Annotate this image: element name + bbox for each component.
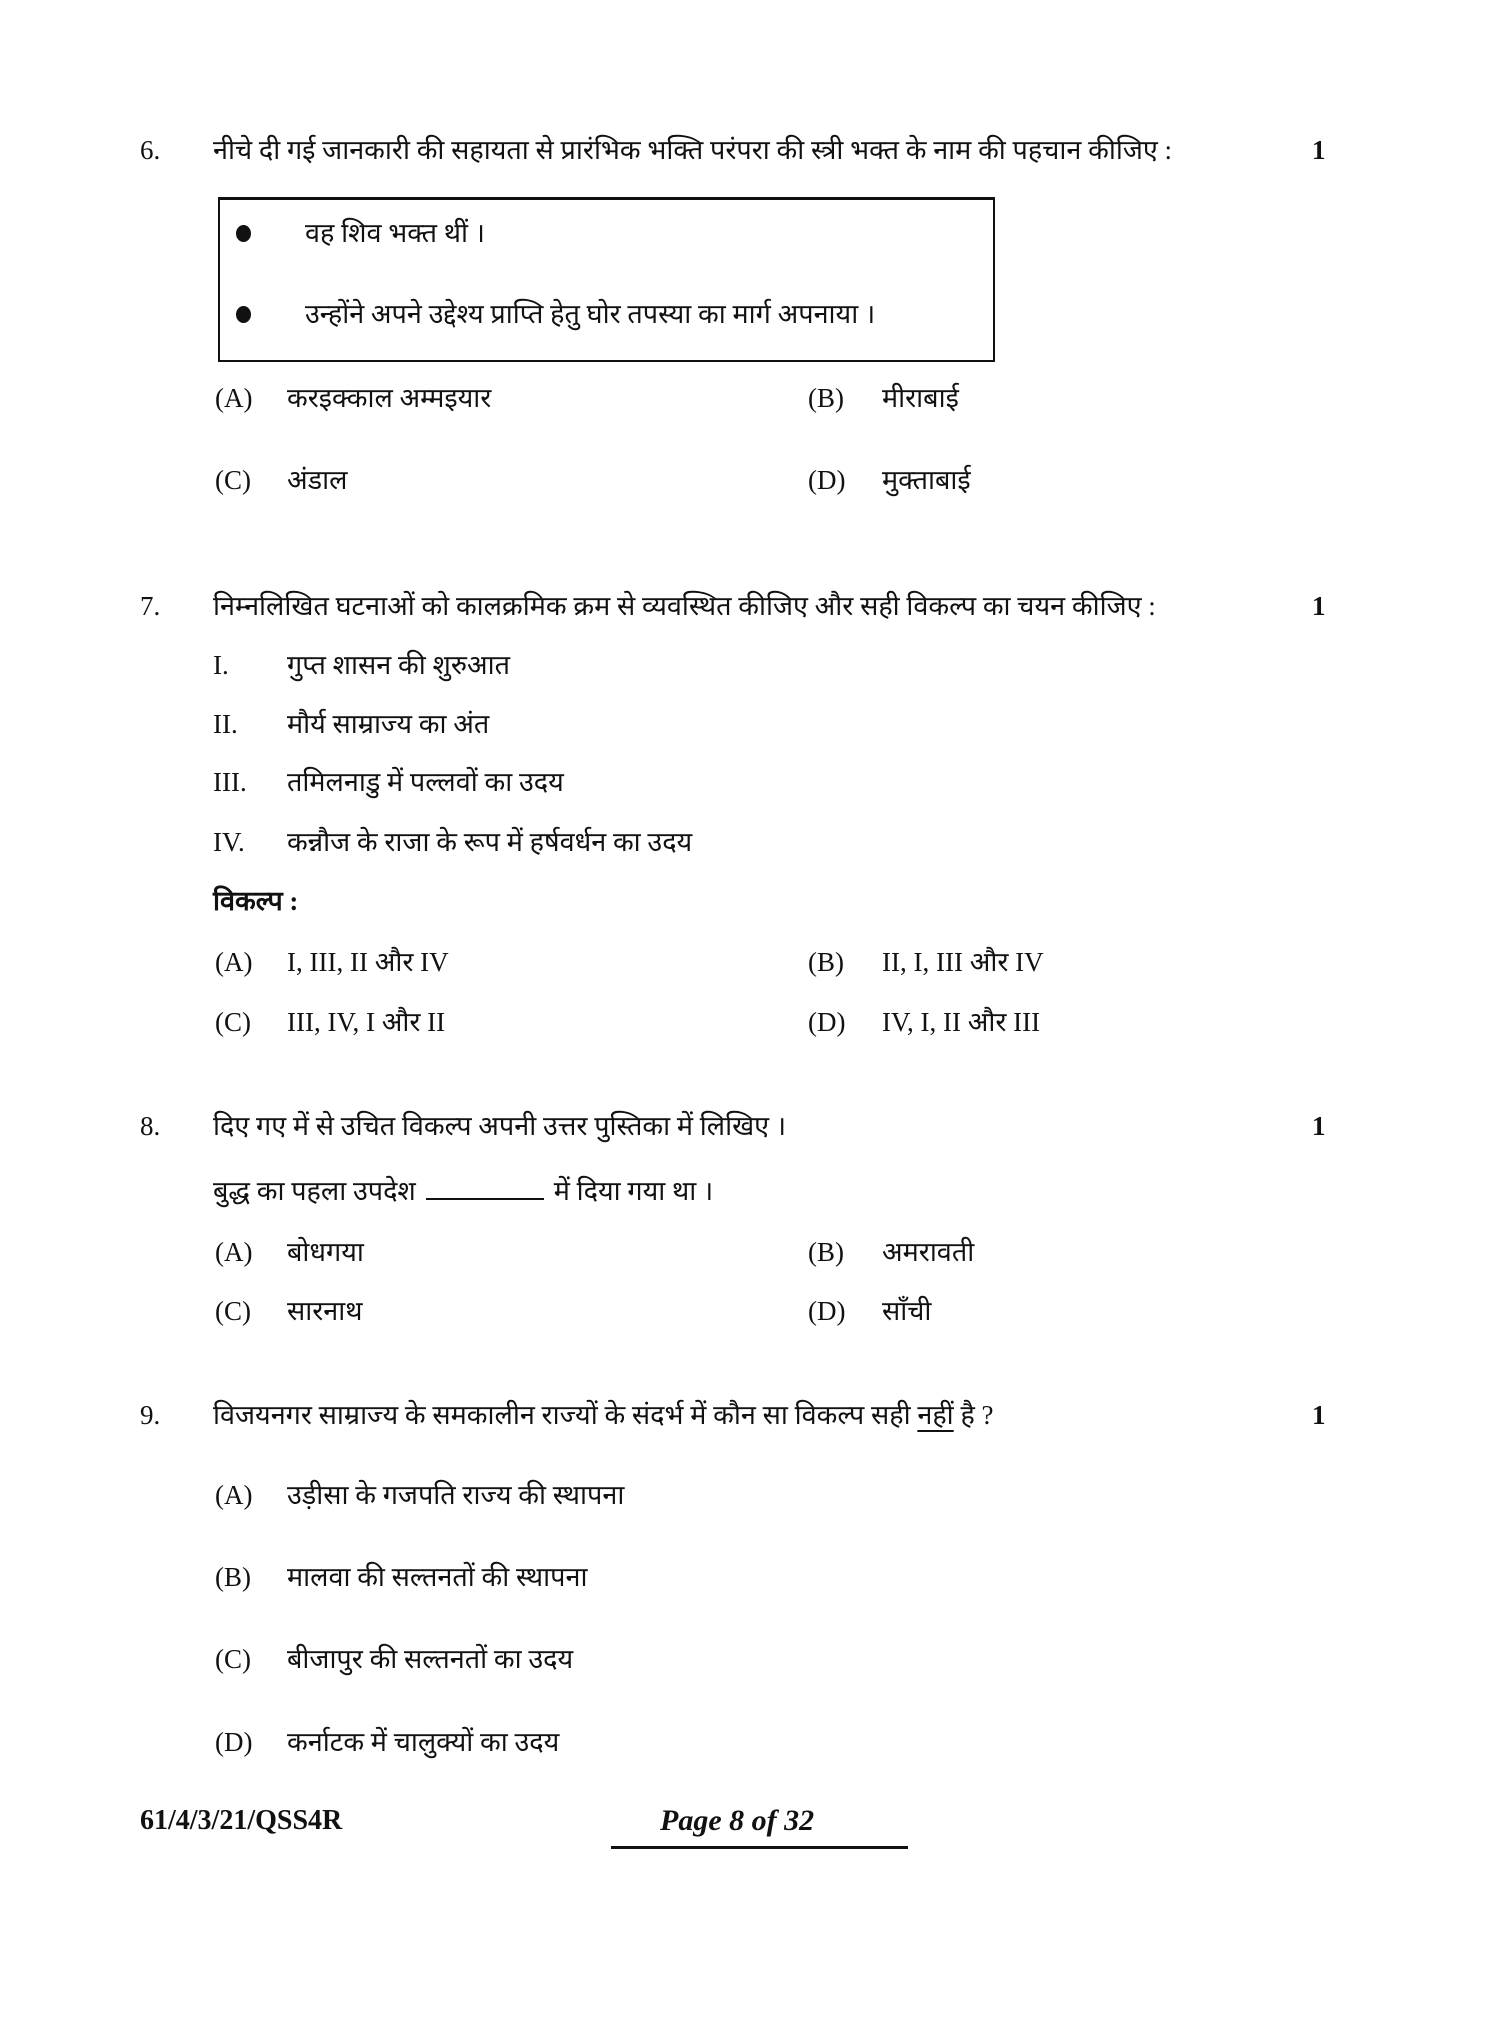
footer-underline: [611, 1846, 908, 1849]
option-text: बोधगया: [287, 1237, 364, 1267]
event-label: II.: [213, 709, 238, 739]
question-number: 8.: [140, 1111, 161, 1141]
option-label: (A): [215, 1480, 253, 1510]
option-text: करइक्काल अम्मइयार: [287, 383, 492, 413]
question-text: नीचे दी गई जानकारी की सहायता से प्रारंभिक भक्ति परंपरा की स्त्री भक्त के नाम की पहचान कीजिए :: [213, 135, 1173, 165]
clue-item: वह शिव भक्त थीं ।: [305, 218, 486, 248]
event-text: तमिलनाडु में पल्लवों का उदय: [287, 767, 564, 797]
question-text: निम्नलिखित घटनाओं को कालक्रमिक क्रम से व्यवस्थित कीजिए और सही विकल्प का चयन कीजिए :: [213, 591, 1156, 621]
option-label: (A): [215, 947, 253, 977]
question-number: 7.: [140, 591, 161, 621]
option-text: बीजापुर की सल्तनतों का उदय: [287, 1644, 574, 1674]
option-label: (B): [215, 1562, 251, 1592]
option-label: (B): [808, 1237, 844, 1267]
option-text: मालवा की सल्तनतों की स्थापना: [287, 1562, 588, 1592]
option-label: (D): [215, 1727, 253, 1757]
option-text: अंडाल: [287, 465, 348, 495]
question-text-start: विजयनगर साम्राज्य के समकालीन राज्यों के संदर्भ में कौन सा विकल्प सही: [213, 1400, 911, 1430]
option-text: कर्नाटक में चालुक्यों का उदय: [287, 1727, 560, 1757]
clue-item: उन्होंने अपने उद्देश्य प्राप्ति हेतु घोर तपस्या का मार्ग अपनाया ।: [305, 299, 876, 329]
question-marks: 1: [1312, 1111, 1326, 1141]
event-text: कन्नौज के राजा के रूप में हर्षवर्धन का उदय: [287, 827, 693, 857]
event-text: मौर्य साम्राज्य का अंत: [287, 709, 490, 739]
question-marks: 1: [1312, 135, 1326, 165]
option-text: III, IV, I और II: [287, 1007, 446, 1037]
option-text: साँची: [882, 1296, 932, 1326]
bullet-icon: [236, 225, 251, 242]
sentence-end: में दिया गया था ।: [553, 1176, 714, 1206]
option-text: सारनाथ: [287, 1296, 363, 1326]
emphasized-word: नहीं: [917, 1400, 954, 1430]
option-text: I, III, II और IV: [287, 947, 449, 977]
option-label: (D): [808, 1296, 846, 1326]
options-heading: विकल्प :: [213, 886, 299, 916]
option-label: (C): [215, 465, 251, 495]
option-label: (D): [808, 465, 846, 495]
option-label: (C): [215, 1644, 251, 1674]
question-number: 9.: [140, 1400, 161, 1430]
question-text: दिए गए में से उचित विकल्प अपनी उत्तर पुस्तिका में लिखिए ।: [213, 1111, 787, 1141]
page-number: Page 8 of 32: [660, 1804, 815, 1837]
fill-in-sentence: [213, 1174, 713, 1208]
option-label: (A): [215, 1237, 253, 1267]
event-label: I.: [213, 650, 229, 680]
option-label: (C): [215, 1007, 251, 1037]
option-text: मुक्ताबाई: [882, 465, 971, 495]
event-text: गुप्त शासन की शुरुआत: [287, 650, 510, 680]
option-text: II, I, III और IV: [882, 947, 1044, 977]
bullet-icon: [236, 306, 251, 323]
question-marks: 1: [1312, 1400, 1326, 1430]
question-text-end: है ?: [960, 1400, 994, 1430]
paper-code: 61/4/3/21/QSS4R: [140, 1805, 343, 1836]
question-text: [213, 1398, 994, 1432]
question-marks: 1: [1312, 591, 1326, 621]
option-label: (C): [215, 1296, 251, 1326]
option-text: IV, I, II और III: [882, 1007, 1041, 1037]
sentence-start: बुद्ध का पहला उपदेश: [213, 1176, 416, 1206]
question-number: 6.: [140, 135, 161, 165]
answer-blank: [426, 1176, 544, 1200]
option-label: (D): [808, 1007, 846, 1037]
option-label: (A): [215, 383, 253, 413]
option-text: अमरावती: [882, 1237, 975, 1267]
event-label: IV.: [213, 827, 245, 857]
option-label: (B): [808, 947, 844, 977]
option-label: (B): [808, 383, 844, 413]
option-text: उड़ीसा के गजपति राज्य की स्थापना: [287, 1480, 625, 1510]
event-label: III.: [213, 767, 247, 797]
option-text: मीराबाई: [882, 383, 959, 413]
